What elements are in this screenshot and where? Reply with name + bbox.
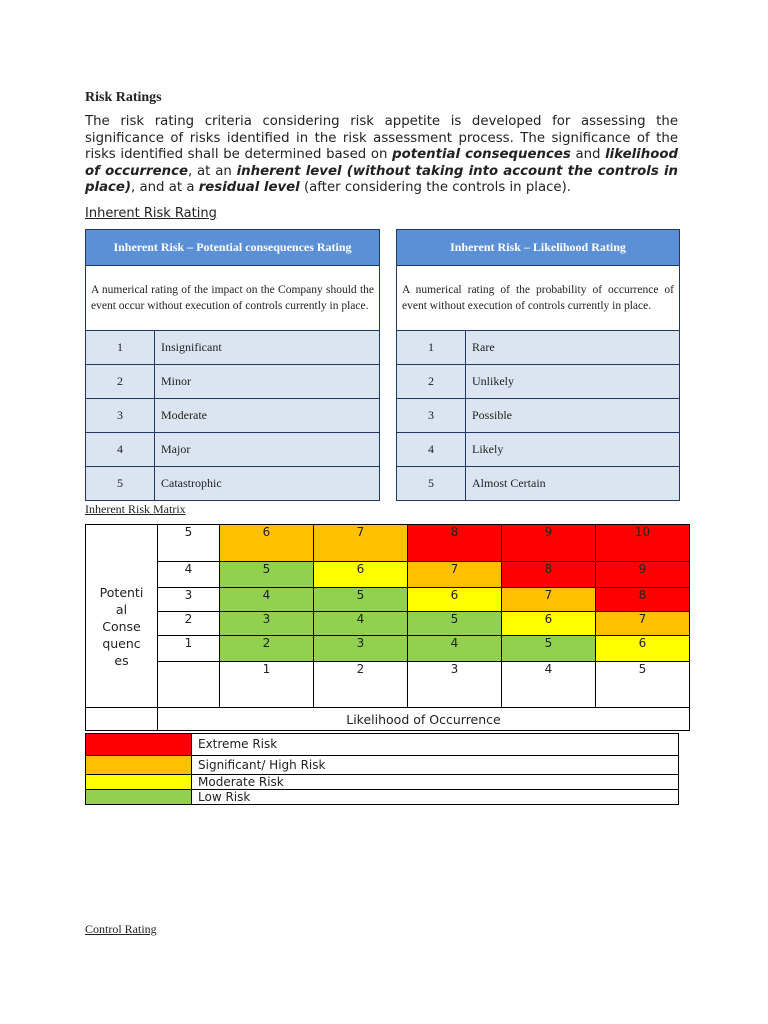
matrix-cell: 4 — [220, 588, 314, 612]
matrix-y-value: 4 — [158, 562, 220, 588]
legend-swatch — [86, 756, 192, 775]
consequence-row — [86, 433, 380, 467]
matrix-x-value: 5 — [596, 662, 690, 708]
likelihood-header: Inherent Risk – Likelihood Rating — [397, 230, 680, 266]
intro-bold-3: inherent level (without taking into account the controls in place) — [85, 163, 678, 196]
likelihood-row — [397, 399, 680, 433]
inherent-risk-matrix — [85, 524, 690, 731]
matrix-row — [86, 612, 690, 636]
matrix-y-value: 5 — [158, 525, 220, 562]
matrix-y-value: 1 — [158, 636, 220, 662]
consequence-row — [86, 365, 380, 399]
consequence-row-label: Minor — [155, 365, 380, 399]
matrix-cell: 5 — [220, 562, 314, 588]
matrix-cell: 6 — [502, 612, 596, 636]
matrix-cell: 9 — [596, 562, 690, 588]
page-title: Risk Ratings — [85, 90, 162, 105]
matrix-row — [86, 525, 690, 562]
matrix-cell: 8 — [502, 562, 596, 588]
matrix-cell: 6 — [314, 562, 408, 588]
matrix-cell: 5 — [408, 612, 502, 636]
likelihood-row-number: 5 — [397, 467, 466, 501]
matrix-corner-cell — [158, 662, 220, 708]
matrix-col-axis-label: Likelihood of Occurrence — [158, 708, 690, 731]
matrix-row — [86, 588, 690, 612]
legend-item — [86, 734, 679, 756]
matrix-cell: 5 — [502, 636, 596, 662]
likelihood-row-label: Almost Certain — [466, 467, 680, 501]
matrix-x-value: 1 — [220, 662, 314, 708]
consequence-row-number: 5 — [86, 467, 155, 501]
legend-swatch — [86, 734, 192, 756]
likelihood-description: A numerical rating of the probability of occurrence of event without execution of controls currently in place. — [397, 266, 680, 331]
matrix-y-value: 2 — [158, 612, 220, 636]
matrix-row-axis-label — [86, 525, 158, 708]
consequence-row-number: 1 — [86, 331, 155, 365]
matrix-y-value: 3 — [158, 588, 220, 612]
consequence-row — [86, 331, 380, 365]
matrix-cell: 3 — [220, 612, 314, 636]
intro-text-2: and — [570, 147, 606, 163]
consequence-row-label: Major — [155, 433, 380, 467]
likelihood-row-number: 2 — [397, 365, 466, 399]
likelihood-row-number: 4 — [397, 433, 466, 467]
legend-label: Significant/ High Risk — [192, 756, 679, 775]
matrix-cell: 9 — [502, 525, 596, 562]
matrix-cell: 3 — [314, 636, 408, 662]
matrix-title: Inherent Risk Matrix — [85, 502, 186, 516]
intro-paragraph — [85, 114, 678, 197]
inherent-risk-rating-title: Inherent Risk Rating — [85, 206, 217, 221]
likelihood-row — [397, 365, 680, 399]
intro-text-1: The risk rating criteria considering risk appetite is developed for assessing the significance of risks identified in the risk assessment process. The significance of the risks identified shall be determined based on — [85, 114, 678, 163]
matrix-cell: 8 — [408, 525, 502, 562]
risk-legend — [85, 733, 679, 805]
intro-text-3: , at an — [188, 163, 237, 179]
likelihood-row-label: Rare — [466, 331, 680, 365]
legend-item — [86, 790, 679, 805]
axis-label-line: Potenti — [99, 584, 144, 600]
consequence-row — [86, 399, 380, 433]
matrix-cell: 4 — [314, 612, 408, 636]
axis-label-line: quenc — [102, 635, 141, 651]
likelihood-row-number: 3 — [397, 399, 466, 433]
consequences-rating-table — [85, 229, 380, 501]
matrix-cell: 7 — [502, 588, 596, 612]
axis-label-line: al — [115, 601, 128, 617]
likelihood-row — [397, 433, 680, 467]
matrix-cell: 7 — [596, 612, 690, 636]
matrix-cell: 7 — [408, 562, 502, 588]
likelihood-row — [397, 467, 680, 501]
matrix-x-value: 3 — [408, 662, 502, 708]
intro-bold-1: potential consequences — [392, 147, 571, 163]
consequences-header: Inherent Risk – Potential consequences Rating — [86, 230, 380, 266]
matrix-col-label-row — [86, 708, 690, 731]
legend-item — [86, 756, 679, 775]
matrix-cell: 6 — [220, 525, 314, 562]
likelihood-row-label: Likely — [466, 433, 680, 467]
matrix-x-value: 2 — [314, 662, 408, 708]
legend-item — [86, 775, 679, 790]
matrix-cell: 5 — [314, 588, 408, 612]
matrix-x-axis-row — [86, 662, 690, 708]
intro-bold-2: likelihood of occurrence — [85, 147, 678, 179]
likelihood-row-number: 1 — [397, 331, 466, 365]
control-rating-title: Control Rating — [85, 922, 157, 936]
matrix-cell: 6 — [596, 636, 690, 662]
legend-label: Extreme Risk — [192, 734, 679, 756]
matrix-cell: 10 — [596, 525, 690, 562]
matrix-row — [86, 562, 690, 588]
consequence-row-number: 3 — [86, 399, 155, 433]
matrix-x-value: 4 — [502, 662, 596, 708]
consequence-row-label: Catastrophic — [155, 467, 380, 501]
axis-label-line: es — [114, 652, 129, 668]
consequence-row — [86, 467, 380, 501]
matrix-cell: 2 — [220, 636, 314, 662]
likelihood-row — [397, 331, 680, 365]
likelihood-rating-table — [396, 229, 680, 501]
consequences-description: A numerical rating of the impact on the Company should the event occur without execution of controls currently in place. — [86, 266, 380, 331]
consequence-row-number: 2 — [86, 365, 155, 399]
legend-label: Low Risk — [192, 790, 679, 805]
matrix-empty-cell — [86, 708, 158, 731]
matrix-cell: 6 — [408, 588, 502, 612]
legend-swatch — [86, 775, 192, 790]
matrix-cell: 7 — [314, 525, 408, 562]
legend-swatch — [86, 790, 192, 805]
intro-text-5: (after considering the controls in place). — [299, 180, 572, 196]
consequence-row-number: 4 — [86, 433, 155, 467]
consequence-row-label: Insignificant — [155, 331, 380, 365]
intro-bold-4: residual level — [198, 180, 300, 196]
legend-label: Moderate Risk — [192, 775, 679, 790]
consequence-row-label: Moderate — [155, 399, 380, 433]
matrix-cell: 8 — [596, 588, 690, 612]
axis-label-line: Conse — [102, 618, 141, 634]
likelihood-row-label: Possible — [466, 399, 680, 433]
intro-text-4: , and at a — [131, 180, 199, 196]
matrix-row — [86, 636, 690, 662]
likelihood-row-label: Unlikely — [466, 365, 680, 399]
matrix-cell: 4 — [408, 636, 502, 662]
